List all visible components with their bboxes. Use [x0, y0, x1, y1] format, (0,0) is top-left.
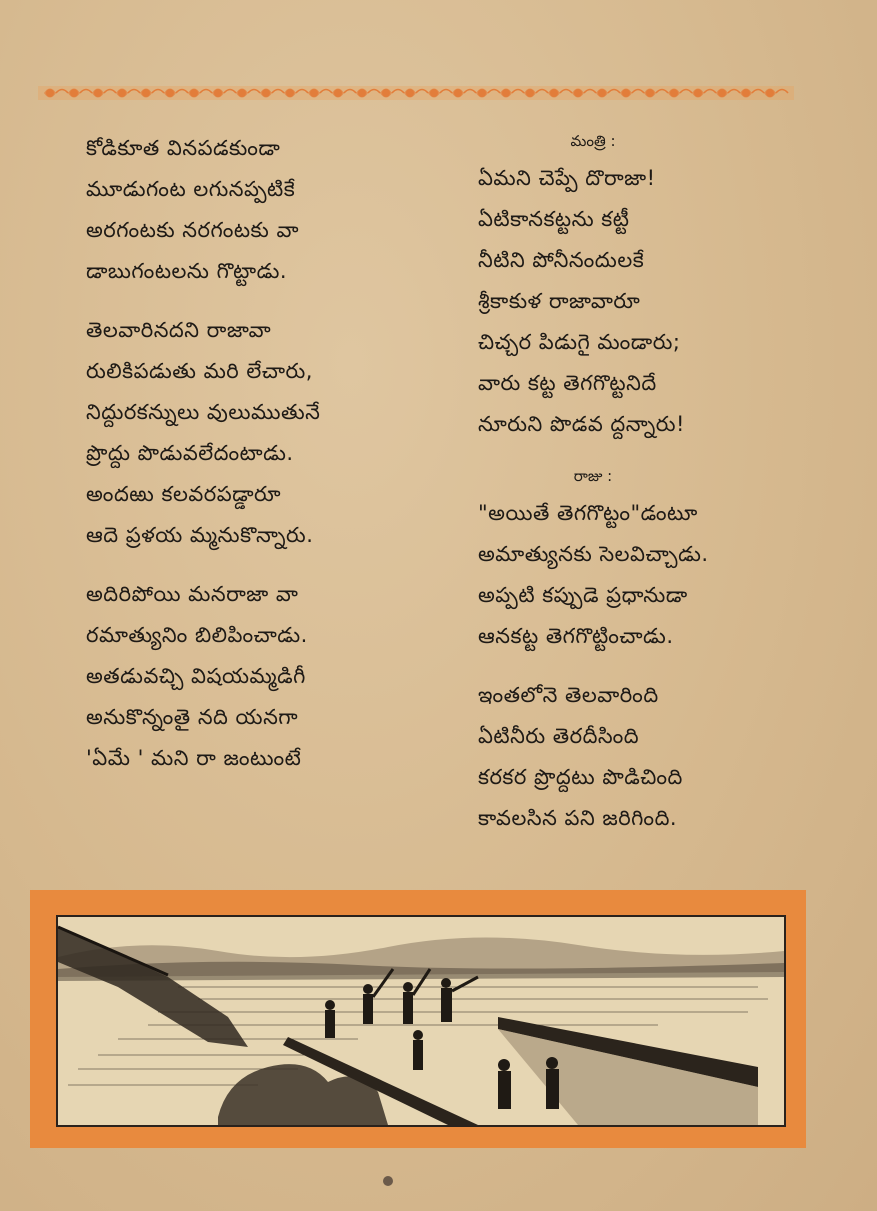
- verse-line: నిద్దురకన్నులు వులుముతునే: [86, 400, 321, 424]
- verse-line: కావలసిన పని జరిగింది.: [478, 806, 678, 830]
- verse-line: అందఱు కలవరపడ్డారూ: [86, 482, 282, 506]
- verse-line: మూడుగంట లగునప్పటికే: [86, 177, 296, 201]
- dialogue-section: [478, 128, 798, 445]
- verse-line: అప్పటి కప్పుడె ప్రధానుడా: [478, 583, 688, 607]
- dialogue-section: [478, 463, 798, 657]
- dialogue-section: [478, 675, 798, 839]
- verse-line: "అయితే తెగగొట్టం"డంటూ: [478, 501, 698, 525]
- verse-stanza: [86, 574, 406, 779]
- verse-line: ఏటికానకట్టను కట్టీ: [478, 207, 630, 231]
- right-verse-column: [478, 128, 798, 857]
- verse-line: రమాత్యునిం బిలిపించాడు.: [86, 623, 308, 647]
- verse-line: వారు కట్ట తెగగొట్టనిదే: [478, 371, 657, 395]
- verse-line: ఆదె ప్రళయ మ్మనుకొన్నారు.: [86, 523, 314, 547]
- verse-line: కోడికూత వినపడకుండా: [86, 136, 281, 160]
- verse-line: నీటిని పోనీనందులకే: [478, 248, 645, 272]
- verse-line: కరకర ప్రొద్దటు పొడిచింది: [478, 765, 683, 789]
- verse-line: ఏటినీరు తెరదీసింది: [478, 724, 640, 748]
- verse-line: తెలవారినదని రాజావా: [86, 318, 272, 342]
- verse-line: రులికిపడుతు మరి లేచారు,: [86, 359, 313, 383]
- verse-line: ఏమని చెప్పే దొరాజా!: [478, 166, 656, 190]
- dam-scene-illustration-icon: [56, 915, 786, 1127]
- speaker-label: రాజు :: [573, 467, 613, 485]
- verse-line: అదిరిపోయి మనరాజా వా: [86, 582, 299, 606]
- verse-stanza: [86, 128, 406, 292]
- verse-line: చిచ్చర పిడుగై మండారు;: [478, 330, 681, 354]
- left-verse-column: [86, 128, 406, 797]
- speaker-label: మంత్రి :: [570, 132, 616, 150]
- illustration-frame: [30, 890, 806, 1148]
- verse-line: అతడువచ్చి విషయమ్మడిగీ: [86, 664, 306, 688]
- verse-line: డాబుగంటలను గొట్టాడు.: [86, 259, 288, 283]
- floral-border-strip-icon: [38, 82, 794, 104]
- verse-line: శ్రీకాకుళ రాజావారూ: [478, 289, 641, 313]
- verse-line: ప్రొద్దు పొడువలేదంటాడు.: [86, 441, 294, 465]
- verse-line: అమాత్యునకు సెలవిచ్చాడు.: [478, 542, 709, 566]
- verse-line: అరగంటకు నరగంటకు వా: [86, 218, 299, 242]
- verse-line: అనుకొన్నంతై నది యనగా: [86, 705, 299, 729]
- verse-line: ఇంతలోనె తెలవారింది: [478, 683, 659, 707]
- page-mark: [383, 1176, 393, 1186]
- verse-line: ఆనకట్ట తెగగొట్టించాడు.: [478, 624, 674, 648]
- verse-line: 'ఏమే ' మని రా జంటుంటే: [86, 746, 302, 770]
- verse-stanza: [86, 310, 406, 556]
- verse-line: నూరుని పొడవ ద్దన్నారు!: [478, 412, 685, 436]
